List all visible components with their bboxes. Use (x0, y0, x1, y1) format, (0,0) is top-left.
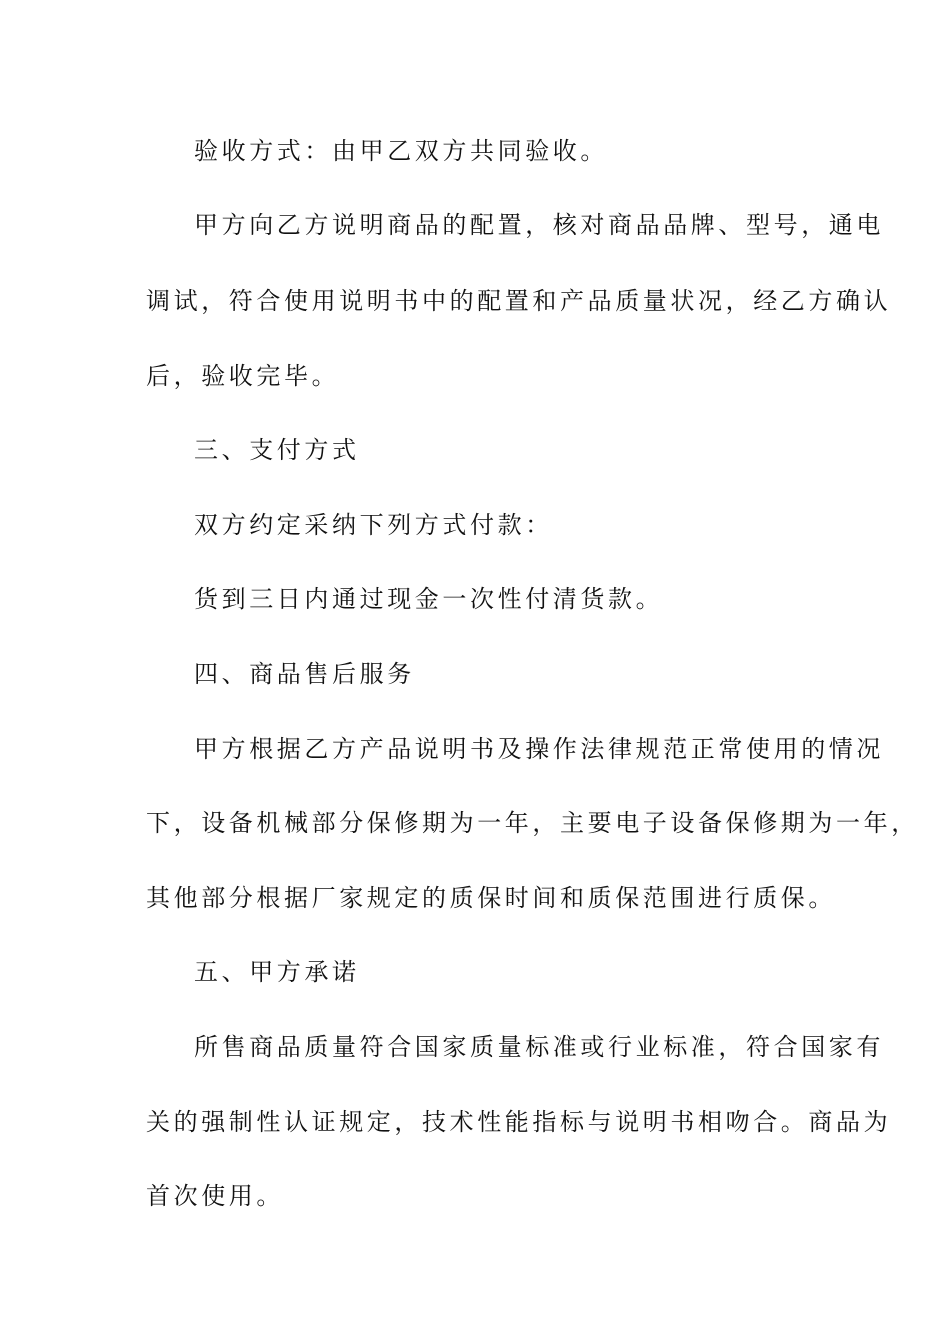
acceptance-method-line: 验收方式：由甲乙双方共同验收。 (194, 137, 608, 165)
commitment-paragraph-line-1: 所售商品质量符合国家质量标准或行业标准，符合国家有 (194, 1033, 884, 1061)
section-heading-after-sales: 四、商品售后服务 (194, 660, 415, 688)
payment-intro-line: 双方约定采纳下列方式付款： (194, 511, 553, 539)
acceptance-paragraph-line-3: 后，验收完毕。 (146, 362, 340, 390)
section-heading-party-a-commitment: 五、甲方承诺 (194, 958, 360, 986)
payment-terms-line: 货到三日内通过现金一次性付清货款。 (194, 585, 664, 613)
section-heading-payment: 三、支付方式 (194, 436, 360, 464)
commitment-paragraph-line-3: 首次使用。 (146, 1182, 284, 1210)
acceptance-paragraph-line-2: 调试，符合使用说明书中的配置和产品质量状况，经乙方确认 (146, 287, 892, 315)
after-sales-paragraph-line-3: 其他部分根据厂家规定的质保时间和质保范围进行质保。 (146, 884, 836, 912)
acceptance-paragraph-line-1: 甲方向乙方说明商品的配置，核对商品品牌、型号，通电 (194, 211, 884, 239)
after-sales-paragraph-line-1: 甲方根据乙方产品说明书及操作法律规范正常使用的情况 (194, 735, 884, 763)
after-sales-paragraph-line-2: 下，设备机械部分保修期为一年，主要电子设备保修期为一年， (146, 809, 919, 837)
commitment-paragraph-line-2: 关的强制性认证规定，技术性能指标与说明书相吻合。商品为 (146, 1108, 892, 1136)
